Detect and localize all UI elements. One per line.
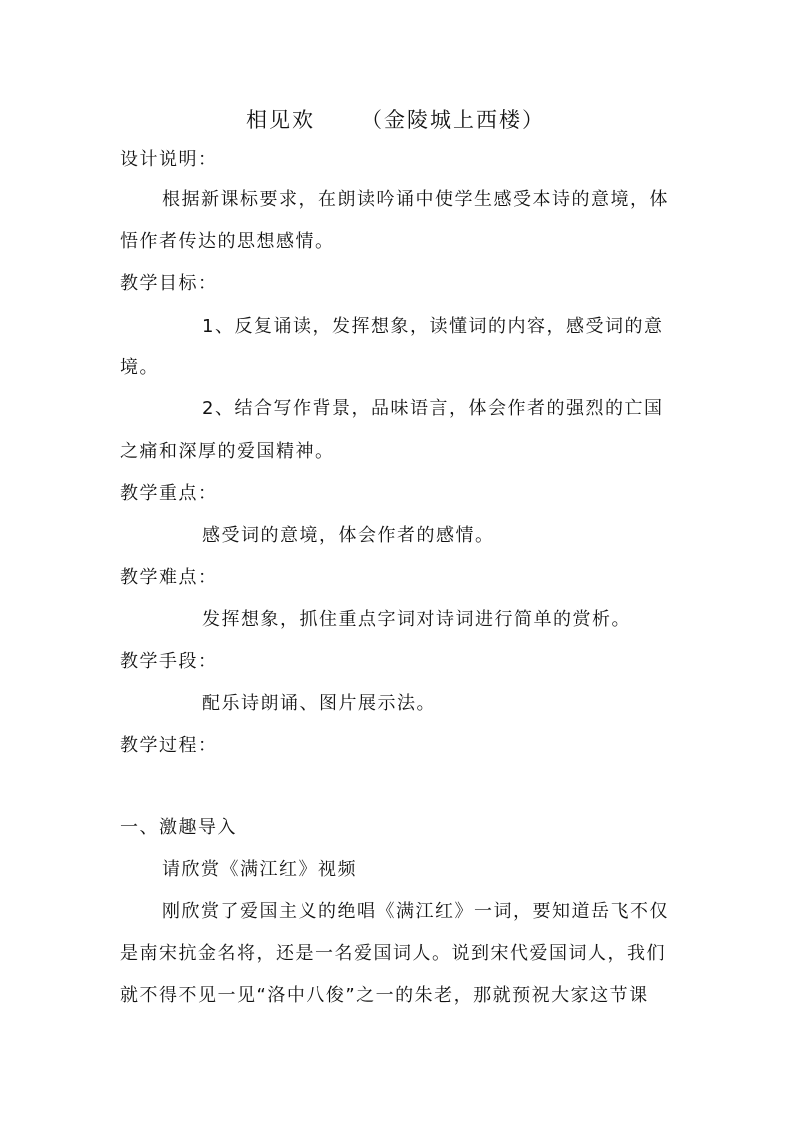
paragraph-line: 悟作者传达的思想感情。 [120,231,335,252]
paragraph-line: 发挥想象，抓住重点字词对诗词进行简单的赏析。 [202,609,631,630]
paragraph-line: 根据新课标要求，在朗读吟诵中使学生感受本诗的意境，体 [162,189,669,210]
paragraph-line: 之痛和深厚的爱国精神。 [120,441,335,462]
section-heading-key-points: 教学重点： [120,483,218,504]
section-heading-intro: 一、激趣导入 [120,817,237,838]
section-heading-goals: 教学目标： [120,273,218,294]
paragraph-line: 境。 [120,357,159,378]
paragraph-line: 刚欣赏了爱国主义的绝唱《满江红》一词，要知道岳飞不仅 [162,901,669,922]
section-heading-difficulties: 教学难点： [120,567,218,588]
section-heading-design: 设计说明： [120,149,218,170]
paragraph-line: 就不得不见一见“洛中八俊”之一的朱老，那就预祝大家这节课 [120,985,649,1006]
title-sub: （金陵城上西楼） [361,108,545,132]
document-title [246,104,545,134]
paragraph-line: 请欣赏《满江红》视频 [162,859,357,880]
paragraph-line: 是南宋抗金名将，还是一名爱国词人。说到宋代爱国词人，我们 [120,943,666,964]
list-item: 1、反复诵读，发挥想象，读懂词的内容，感受词的意 [202,316,664,337]
list-item: 2、结合写作背景，品味语言，体会作者的强烈的亡国 [202,398,664,419]
paragraph-line: 感受词的意境，体会作者的感情。 [202,525,495,546]
section-heading-methods: 教学手段： [120,651,218,672]
title-main: 相见欢 [246,108,315,132]
section-heading-process: 教学过程： [120,735,218,756]
paragraph-line: 配乐诗朗诵、图片展示法。 [202,693,436,714]
